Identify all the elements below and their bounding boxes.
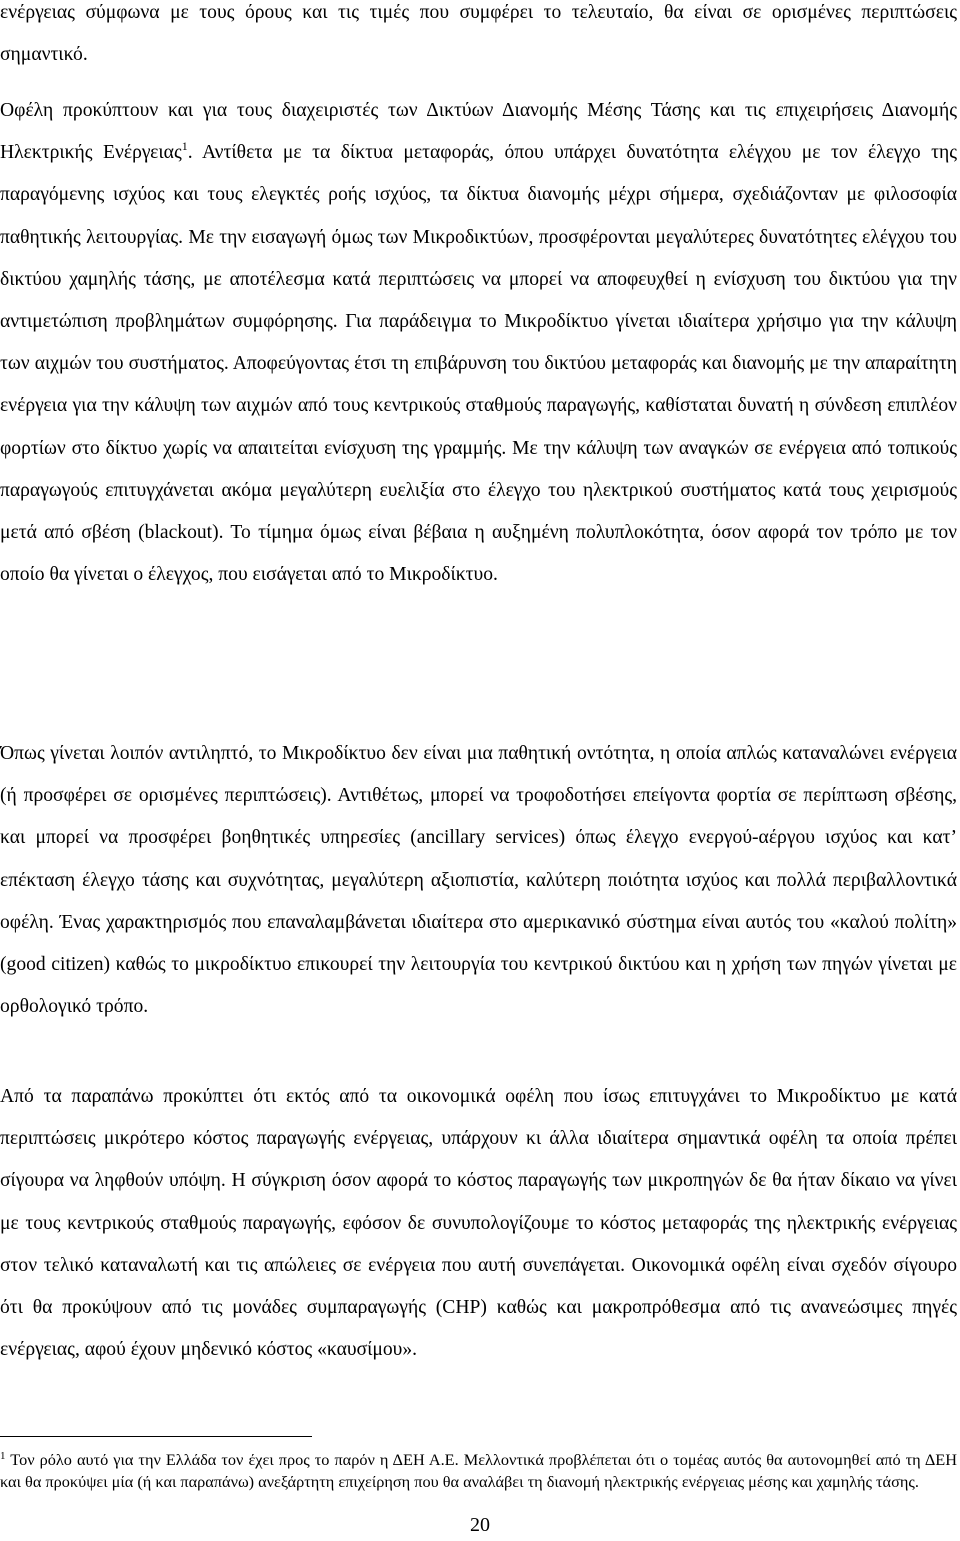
footnote-marker: 1 <box>0 1450 6 1462</box>
paragraph-text: Από τα παραπάνω προκύπτει ότι εκτός από τα οικονομικά οφέλη που ίσως επιτυγχάνει το Μικροδίκτυο με κατά περιπτώσεις μικρότερο κόστος παραγωγής ενέργειας, υπάρχουν κι άλλα ιδιαίτερα σημαντικά οφέλη τα οποία πρέπει σίγουρα να ληφθούν υπόψη. Η σύγκριση όσον αφορά το κόστος παραγωγής των μικροπηγών δε θα ήταν δίκαιο να γίνει με τους κεντρικούς σταθμούς παραγωγής, εφόσον δε συνυπολογίζουμε το κόστος μεταφοράς της ηλεκτρικής ενέργειας στον τελικό καταναλωτή και τις απώλειες σε ενέργεια που αυτή συνεπάγεται. Οικονομικά οφέλη είναι σχεδόν σίγουρο ότι θα προκύψουν από τις μονάδες συμπαραγωγής (CHP) καθώς και μακροπρόθεσμα από τις ανανεώσιμες πηγές ενέργειας, αφού έχουν μηδενικό κόστος «καυσίμου». <box>0 1086 957 1361</box>
paragraph-text: Οφέλη προκύπτουν και για τους διαχειριστές των Δικτύων Διανομής Μέσης Τάσης και τις επιχειρήσεις Διανομής Ηλεκτρικής Ενέργειας <box>0 100 957 164</box>
footnote <box>0 1449 957 1492</box>
paragraph-economic-benefits <box>0 1076 957 1371</box>
paragraph-continuation <box>0 0 957 76</box>
paragraph-text: . Αντίθετα με τα δίκτυα μεταφοράς, όπου υπάρχει δυνατότητα ελέγχου με τον έλεγχο της παραγόμενης ισχύος και τους ελεγκτές ροής ισχύος, τα δίκτυα διανομής μέχρι σήμερα, σχεδιάζονταν με φιλοσοφία παθητικής λειτουργίας. Με την εισαγωγή όμως των Μικροδικτύων, προσφέρονται μεγαλύτερες δυνατότητες ελέγχου του δικτύου χαμηλής τάσης, με αποτέλεσμα κατά περιπτώσεις να μπορεί να αποφευχθεί η ενίσχυση του δικτύου για την αντιμετώπιση προβλημάτων συμφόρησης. Για παράδειγμα το Μικροδίκτυο γίνεται ιδιαίτερα χρήσιμο για την κάλυψη των αιχμών του συστήματος. Αποφεύγοντας έτσι τη επιβάρυνση του δικτύου μεταφοράς και διανομής με την απαραίτητη ενέργεια για την κάλυψη των αιχμών από τους κεντρικούς σταθμούς παραγωγής, καθίσταται δυνατή η σύνδεση επιπλέον φορτίων στο δίκτυο χωρίς να απαιτείται ενίσχυση της γραμμής. Με την κάλυψη των αναγκών σε ενέργεια από τοπικούς παραγωγούς επιτυγχάνεται ακόμα μεγαλύτερη ευελιξία στο έλεγχο του ηλεκτρικού συστήματος κατά τους χειρισμούς μετά από σβέση (blackout). Το τίμημα όμως είναι βέβαια η αυξημένη πολυπλοκότητα, όσον αφορά τον τρόπο με τον οποίο θα γίνεται ο έλεγχος, που εισάγεται από το Μικροδίκτυο. <box>0 142 957 586</box>
paragraph-active-entity <box>0 733 957 1028</box>
footnote-reference[interactable]: 1 <box>181 139 188 154</box>
paragraph-benefits-distribution <box>0 90 957 596</box>
paragraph-text: Όπως γίνεται λοιπόν αντιληπτό, το Μικροδίκτυο δεν είναι μια παθητική οντότητα, η οποία απλώς καταναλώνει ενέργεια (ή προσφέρει σε ορισμένες περιπτώσεις). Αντιθέτως, μπορεί να τροφοδοτήσει επείγοντα φορτία σε περίπτωση σβέσης, και μπορεί να προσφέρει βοηθητικές υπηρεσίες (ancillary services) όπως έλεγχο ενεργού-αέργου ισχύος και κατ’ επέκταση έλεγχο τάσης και συχνότητας, μεγαλύτερη αξιοπιστία, καλύτερη ποιότητα ισχύος και πολλά περιβαλλοντικά οφέλη. Ένας χαρακτηρισμός που επαναλαμβάνεται ιδιαίτερα στο αμερικανικό σύστημα είναι αυτός του «καλού πολίτη» (good citizen) καθώς το μικροδίκτυο επικουρεί την λειτουργία του κεντρικού δικτύου και η χρήση των πηγών γίνεται με ορθολογικό τρόπο. <box>0 743 957 1018</box>
footnote-divider <box>0 1436 312 1437</box>
paragraph-text: ενέργειας σύμφωνα με τους όρους και τις τιμές που συμφέρει το τελευταίο, θα είναι σε ορισμένες περιπτώσεις σημαντικό. <box>0 2 957 66</box>
page-number: 20 <box>470 1514 490 1536</box>
footnote-text: Τον ρόλο αυτό για την Ελλάδα τον έχει προς το παρόν η ΔΕΗ Α.Ε. Μελλοντικά προβλέπεται ότι ο τομέας αυτός θα αυτονομηθεί από τη ΔΕΗ και θα προκύψει μία (ή και παραπάνω) ανεξάρτητη επιχείρηση που θα αναλάβει τη διανομή ηλεκτρικής ενέργειας μέσης και χαμηλής τάσης. <box>0 1450 957 1491</box>
